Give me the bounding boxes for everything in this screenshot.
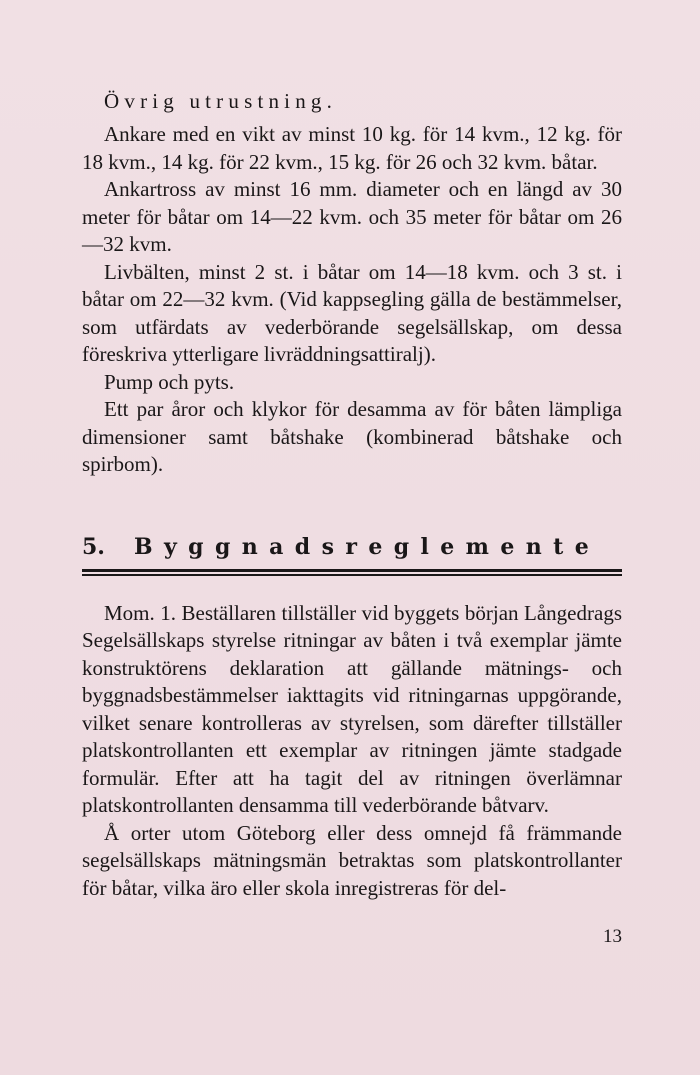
paragraph-oars: Ett par åror och klykor för desamma av för båten lämpliga dimensioner samt båtshake (kombinerad båtshake och spirbom). <box>82 397 622 476</box>
heading-rule-thin <box>82 574 622 576</box>
building-regulations-section <box>82 534 622 902</box>
paragraph-lifebelts: Livbälten, minst 2 st. i båtar om 14—18 kvm. och 3 st. i båtar om 22—32 kvm. (Vid kappsegling gälla de bestämmelser, som utfärdats av vederbörande segelsällskap, om dessa föreskriva ytterligare livräddningsattiralj). <box>82 259 622 366</box>
page-number: 13 <box>603 926 622 947</box>
paragraph-pump: Pump och pyts. <box>104 369 235 394</box>
heading-rule-thick <box>82 569 622 572</box>
section-title: Byggnadsreglemente <box>134 534 601 560</box>
paragraph-anchor: Ankare med en vikt av minst 10 kg. för 14 kvm., 12 kg. för 18 kvm., 14 kg. för 22 kvm., 15 kg. för 26 och 32 kvm. båtar. <box>82 122 622 174</box>
paragraph-other-towns: Å orter utom Göteborg eller dess omnejd få främmande segelsällskaps mätningsmän betraktas som platskontrollanter för båtar, vilka äro eller skola inregistreras för del- <box>82 820 622 900</box>
section-heading <box>82 534 622 569</box>
equipment-block <box>82 86 622 479</box>
paragraph-anchor-rope: Ankartross av minst 16 mm. diameter och en längd av 30 meter för båtar om 14—22 kvm. och 35 meter för båtar om 26—32 kvm. <box>82 177 622 256</box>
section-body <box>82 600 622 903</box>
equipment-heading: Övrig utrustning. <box>104 89 338 113</box>
section-number: 5. <box>82 534 105 560</box>
paragraph-mom-1: Mom. 1. Beställaren tillställer vid byggets början Långedrags Segelsällskaps styrelse ritningar av båten i två exemplar jämte konstruktörens deklaration att gällande mätnings- och byggnadsbestämmelser iakttagits vid ritningarnas uppgörande, vilket senare kontrolleras av styrelsen, som därefter tillställer platskontrollanten ett exemplar av ritningen jämte stadgade formulär. Efter att ha tagit del av ritningen överlämnar platskontrollanten densamma till vederbörande båtvarv. <box>82 600 622 817</box>
